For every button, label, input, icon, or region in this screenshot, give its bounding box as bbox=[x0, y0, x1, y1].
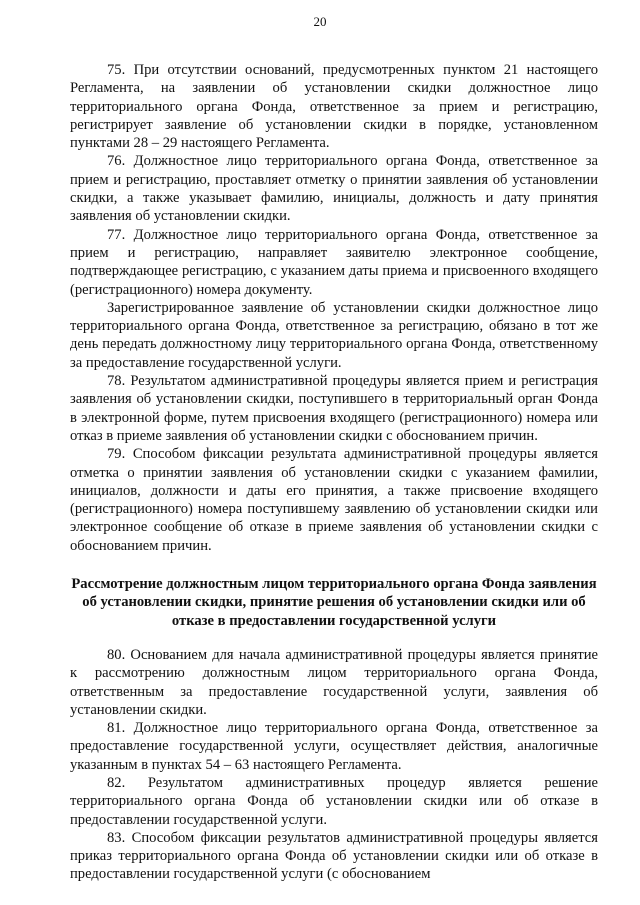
paragraph-77-continued: Зарегистрированное заявление об установлении скидки должностное лицо территориального органа Фонда, ответственное за регистрацию, обязано в тот же день передать должностному лицу территориального органа Фонда, ответственному за предоставление государственной услуги. bbox=[70, 299, 598, 371]
section-heading: Рассмотрение должностным лицом территориального органа Фонда заявления об установлении скидки, принятие решения об установлении скидки или об отказе в предоставлении государственной услуги bbox=[71, 576, 597, 629]
page-number: 20 bbox=[313, 14, 327, 29]
paragraph-75: 75. При отсутствии оснований, предусмотренных пунктом 21 настоящего Регламента, на заявлении об установлении скидки должностное лицо территориального органа Фонда, ответственное за прием и регистрацию, регистрирует заявление об установлении скидки в порядке, установленном пунктами 28 – 29 настоящего Регламента. bbox=[70, 62, 598, 152]
paragraph-76: 76. Должностное лицо территориального органа Фонда, ответственное за прием и регистрацию, проставляет отметку о принятии заявления об установлении скидки, а также указывает фамилию, инициалы, должность и дату принятия заявления об установлении скидки. bbox=[70, 153, 598, 225]
document-body bbox=[70, 61, 598, 884]
paragraph-82: 82. Результатом административных процедур является решение территориального органа Фонда об установлении скидки или об отказе в предоставлении государственной услуги. bbox=[70, 774, 598, 828]
paragraph-77: 77. Должностное лицо территориального органа Фонда, ответственное за прием и регистрацию, направляет заявителю электронное сообщение, подтверждающее регистрацию, с указанием даты приема и присвоенного входящего (регистрационного) номера документу. bbox=[70, 226, 598, 298]
paragraph-78: 78. Результатом административной процедуры является прием и регистрация заявления об установлении скидки, поступившего в территориальный орган Фонда в электронной форме, путем присвоения входящего (регистрационного) номера или отказ в приеме заявления об установлении скидки с обоснованием причин. bbox=[70, 373, 598, 444]
paragraph-83: 83. Способом фиксации результатов административной процедуры является приказ территориального органа Фонда об установлении скидки или об отказе в предоставлении государственной услуги (с обоснованием bbox=[70, 829, 598, 883]
paragraph-79: 79. Способом фиксации результата административной процедуры является отметка о принятии заявления об установлении скидки с указанием фамилии, инициалов, должности и даты его принятия, а также присвоение входящего (регистрационного) номера поступившему заявлению об установлении скидки или электронное сообщение об отказе в приеме заявления об установлении скидки с обоснованием причин. bbox=[70, 446, 598, 554]
paragraph-81: 81. Должностное лицо территориального органа Фонда, ответственное за предоставление государственной услуги, осуществляет действия, аналогичные указанным в пунктах 54 – 63 настоящего Регламента. bbox=[70, 720, 598, 773]
paragraph-80: 80. Основанием для начала административной процедуры является принятие к рассмотрению должностным лицом территориального органа Фонда, ответственным за предоставление государственной услуги, заявления об установлении скидки. bbox=[70, 646, 598, 718]
